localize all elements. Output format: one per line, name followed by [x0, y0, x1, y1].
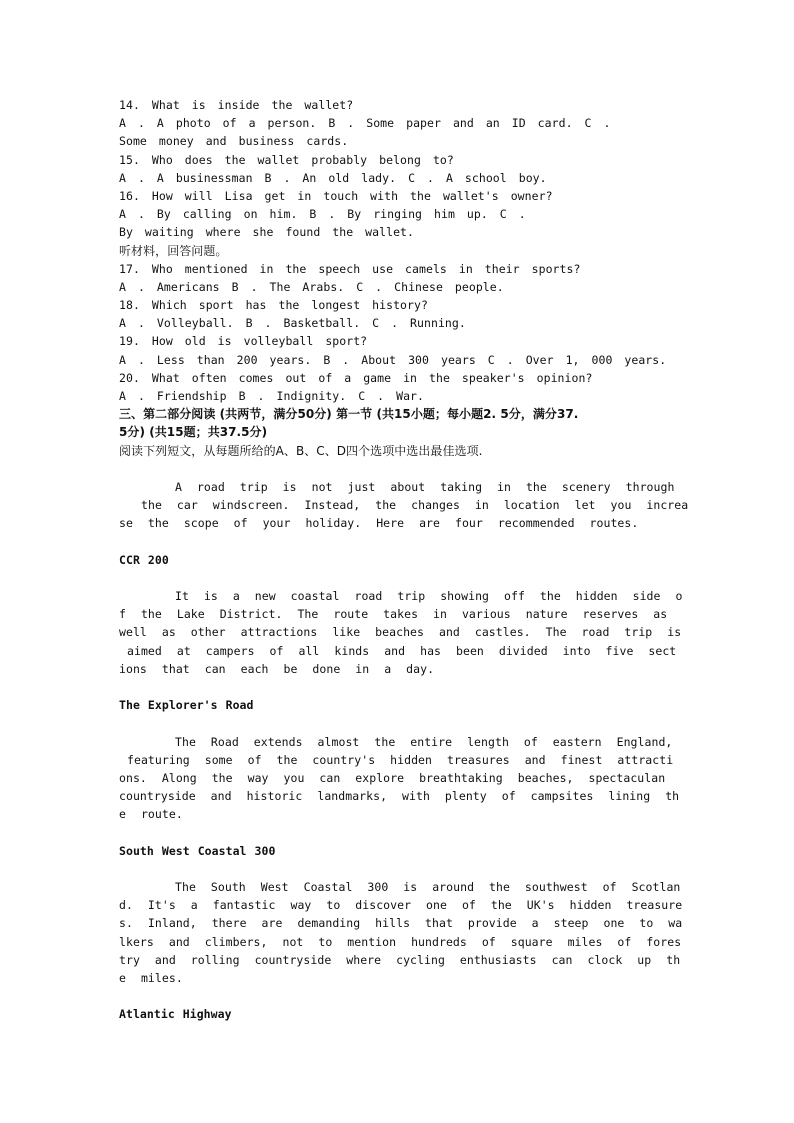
section-heading: 三、第二部分阅读 (共两节，满分50分) 第一节 (共15小题；每小题2. 5分，满分37. — [119, 407, 579, 422]
passage-line: aimed at campers of all kinds and has been divided into five sect — [127, 643, 677, 658]
passage-line: ions that can each be done in a day. — [119, 661, 435, 676]
question-16-stem: 16. How will Lisa get in touch with the wallet's owner? — [119, 188, 553, 203]
question-20-options: A . Friendship B . Indignity. C . War. — [119, 389, 424, 403]
passage-line: try and rolling countryside where cycling enthusiasts can clock up th — [119, 952, 681, 967]
question-19-stem: 19. How old is volleyball sport? — [119, 334, 368, 349]
listening-instruction: 听材料，回答问题。 — [119, 243, 228, 258]
question-18-options: A . Volleyball. B . Basketball. C . Running. — [119, 316, 466, 331]
route-title: The Explorer's Road — [119, 698, 254, 713]
route-description — [119, 587, 683, 678]
passage-line: A road trip is not just about taking in the scenery through — [175, 479, 675, 494]
question-16-options-cont: By waiting where she found the wallet. — [119, 225, 414, 240]
passage-line: e miles. — [119, 971, 183, 985]
passage-line: se the scope of your holiday. Here are four recommended routes. — [119, 516, 639, 531]
passage-line: It is a new coastal road trip showing off the hidden side o — [175, 589, 683, 604]
passage-line: lkers and climbers, not to mention hundreds of square miles of fores — [119, 934, 682, 949]
route-title: Atlantic Highway — [119, 1007, 232, 1022]
passage-line: The South West Coastal 300 is around the southwest of Scotlan — [175, 880, 681, 895]
question-16-options: A . By calling on him. B . By ringing him up. C . — [119, 207, 526, 222]
passage-line: f the Lake District. The route takes in various nature reserves as — [119, 607, 668, 622]
document-page — [119, 96, 689, 1024]
question-14-options: A . A photo of a person. B . Some paper and an ID card. C . — [119, 116, 611, 131]
route-title: South West Coastal 300 — [119, 843, 276, 858]
question-17-stem: 17. Who mentioned in the speech use camels in their sports? — [119, 261, 581, 276]
passage-line: The Road extends almost the entire length of eastern England, — [175, 734, 673, 749]
passage-line: ons. Along the way you can explore breathtaking beaches, spectaculan — [119, 770, 666, 785]
question-20-stem: 20. What often comes out of a game in the speaker's opinion? — [119, 370, 593, 385]
route-title: CCR 200 — [119, 552, 169, 567]
question-15-stem: 15. Who does the wallet probably belong to? — [119, 152, 454, 167]
question-19-options: A . Less than 200 years. B . About 300 years C . Over 1, 000 years. — [119, 352, 667, 367]
route-description — [119, 733, 680, 824]
passage-line: d. It's a fantastic way to discover one of the UK's hidden treasure — [119, 898, 683, 913]
passage-intro — [119, 478, 689, 533]
question-14-stem: 14. What is inside the wallet? — [119, 98, 354, 112]
passage-line: featuring some of the country's hidden treasures and finest attracti — [127, 752, 674, 767]
passage-line: well as other attractions like beaches and castles. The road trip is — [119, 625, 682, 640]
question-17-options: A . Americans B . The Arabs. C . Chinese people. — [119, 279, 504, 294]
question-14-options-cont: Some money and business cards. — [119, 134, 349, 149]
passage-line: countryside and historic landmarks, with plenty of campsites lining th — [119, 789, 680, 804]
passage-line: e route. — [119, 807, 183, 822]
section-instruction: 阅读下列短文，从每题所给的A、B、C、D四个选项中选出最佳选项. — [119, 443, 483, 458]
section-heading-cont: 5分) (共15题；共37.5分) — [119, 425, 268, 440]
route-description — [119, 878, 683, 987]
passage-line: s. Inland, there are demanding hills that provide a steep one to wa — [119, 916, 683, 931]
passage-line: the car windscreen. Instead, the changes in location let you increa — [141, 498, 689, 513]
question-15-options: A . A businessman B . An old lady. C . A school boy. — [119, 170, 547, 185]
question-18-stem: 18. Which sport has the longest history? — [119, 298, 428, 313]
